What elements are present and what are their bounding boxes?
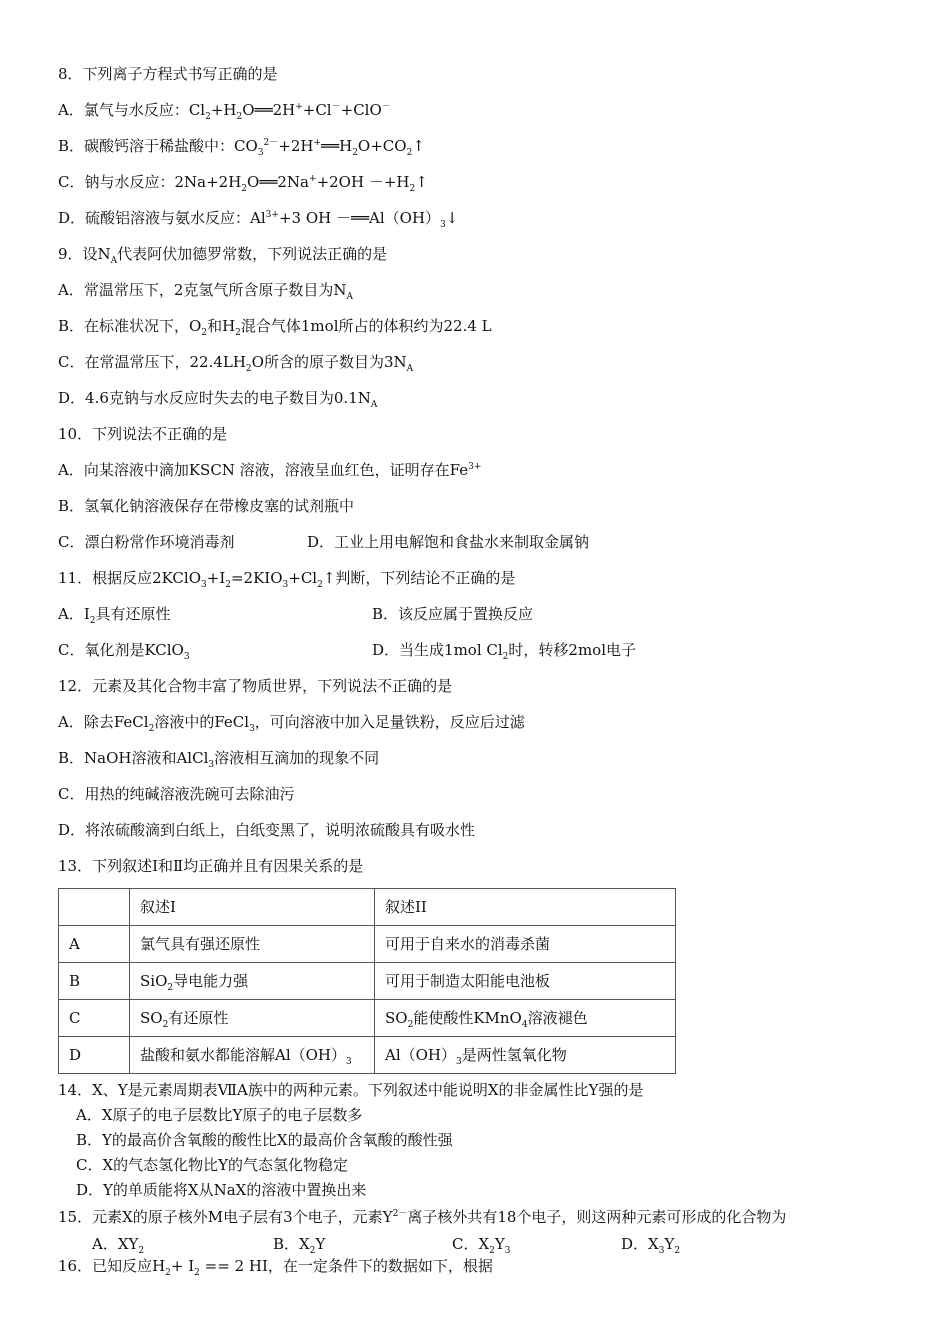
table-cell: 盐酸和氨水都能溶解$Al(OH)_3$: [130, 1037, 375, 1074]
q9-stem: 9．设$N_A$代表阿伏加德罗常数，下列说法正确的是: [58, 245, 388, 266]
q10-option-d: D．工业上用电解饱和食盐水来制取金属钠: [307, 533, 590, 551]
q15-option-c: C．$X_2Y_3$: [452, 1235, 511, 1256]
q15-option-d: D．$X_3Y_2$: [621, 1235, 681, 1256]
table-cell: $Al(OH)_3$是两性氢氧化物: [375, 1037, 676, 1074]
table-cell: $SO_2$有还原性: [130, 1000, 375, 1037]
q8-stem: 8．下列离子方程式书写正确的是: [58, 65, 278, 83]
q10-option-a: A．向某溶液中滴加KSCN 溶液，溶液呈血红色，证明存在$Fe^{3+}$: [58, 461, 482, 479]
q8-option-b: B．碳酸钙溶于稀盐酸中：$CO_3^{2-}+2H^+══H_2O+CO_2↑$: [58, 137, 425, 158]
q15-stem: 15．元素X的原子核外M电子层有3个电子，元素$Y^{2-}$离子核外共有18个电子，则这两种元素可形成的化合物为: [58, 1208, 787, 1226]
q9-option-d: D．4.6克钠与水反应时失去的电子数目为$0.1N_A$: [58, 389, 378, 410]
q12-option-d: D．将浓硫酸滴到白纸上，白纸变黑了，说明浓硫酸具有吸水性: [58, 821, 476, 839]
table-cell: 氯气具有强还原性: [130, 926, 375, 963]
q13-stem: 13．下列叙述Ⅰ和Ⅱ均正确并且有因果关系的是: [58, 857, 364, 875]
table-cell: $SO_2$能使酸性KMnO$_4$溶液褪色: [375, 1000, 676, 1037]
q9-option-b: B．在标准状况下，$O_2$和$H_2$混合气体1mol所占的体积约为22.4 L: [58, 317, 492, 338]
q14-option-d: D．Y的单质能将X从NaX的溶液中置换出来: [76, 1181, 367, 1199]
q11-stem: 11．根据反应$2KClO_3+I_2=2KIO_3+Cl_2↑$判断，下列结论不正确的是: [58, 569, 516, 590]
q11-option-c: C．氧化剂是KClO$_3$: [58, 641, 190, 662]
q14-option-c: C．X的气态氢化物比Y的气态氢化物稳定: [76, 1156, 349, 1174]
q10-stem: 10．下列说法不正确的是: [58, 425, 228, 443]
q9-option-c: C．在常温常压下，$22.4LH_2O$所含的原子数目为$3N_A$: [58, 353, 414, 374]
q9-option-a: A．常温常压下，2克氢气所含原子数目为$N_A$: [58, 281, 354, 302]
table-row: [59, 1000, 676, 1037]
q8-option-a: A．氯气与水反应：$Cl_2+H_2O══2H^++Cl^-+ClO^-$: [58, 101, 391, 122]
q16-stem: 16．已知反应$H_2+ I_2 == 2$ HI，在一定条件下的数据如下，根据: [58, 1257, 493, 1278]
table-row: [59, 926, 676, 963]
table-row: [59, 1037, 676, 1074]
table-cell: B: [59, 963, 130, 1000]
q15-option-b: B．$X_2Y$: [273, 1235, 326, 1256]
q8-option-c: C．钠与水反应：$2Na+2H_2O══2Na^++2OH$ $-+H_2↑$: [58, 173, 428, 194]
table-cell: A: [59, 926, 130, 963]
q12-option-a: A．除去FeCl$_2$溶液中的FeCl$_3$，可向溶液中加入足量铁粉，反应后过滤: [58, 713, 525, 734]
q11-option-d: D．当生成1mol $Cl_2$时，转移2mol电子: [372, 641, 637, 662]
q12-option-c: C．用热的纯碱溶液洗碗可去除油污: [58, 785, 295, 803]
q13-table: [58, 888, 676, 1074]
q12-stem: 12．元素及其化合物丰富了物质世界，下列说法不正确的是: [58, 677, 453, 695]
q10-option-c: C．漂白粉常作环境消毒剂: [58, 533, 235, 551]
q15-option-a: A．$XY_2$: [92, 1235, 145, 1256]
table-row: [59, 963, 676, 1000]
q10-option-b: B．氢氧化钠溶液保存在带橡皮塞的试剂瓶中: [58, 497, 355, 515]
table-cell: [59, 889, 130, 926]
q11-option-b: B．该反应属于置换反应: [372, 605, 534, 623]
table-row: [59, 889, 676, 926]
table-header: 叙述I: [130, 889, 375, 926]
q11-option-a: A．$I_2$具有还原性: [58, 605, 171, 626]
q12-option-b: B．NaOH溶液和AlCl$_3$溶液相互滴加的现象不同: [58, 749, 380, 770]
q14-option-a: A．X原子的电子层数比Y原子的电子层数多: [76, 1106, 363, 1124]
table-cell: 可用于制造太阳能电池板: [375, 963, 676, 1000]
table-header: 叙述II: [375, 889, 676, 926]
table-cell: C: [59, 1000, 130, 1037]
table-cell: SiO$_2$导电能力强: [130, 963, 375, 1000]
table-cell: 可用于自来水的消毒杀菌: [375, 926, 676, 963]
table-cell: D: [59, 1037, 130, 1074]
q8-option-d: D．硫酸铝溶液与氨水反应：$Al^{3+}+3$ OH $-══Al(OH)_3↓$: [58, 209, 459, 230]
q14-stem: 14．X、Y是元素周期表ⅦA族中的两种元素。下列叙述中能说明X的非金属性比Y强的是: [58, 1081, 644, 1099]
q14-option-b: B．Y的最高价含氧酸的酸性比X的最高价含氧酸的酸性强: [76, 1131, 453, 1149]
